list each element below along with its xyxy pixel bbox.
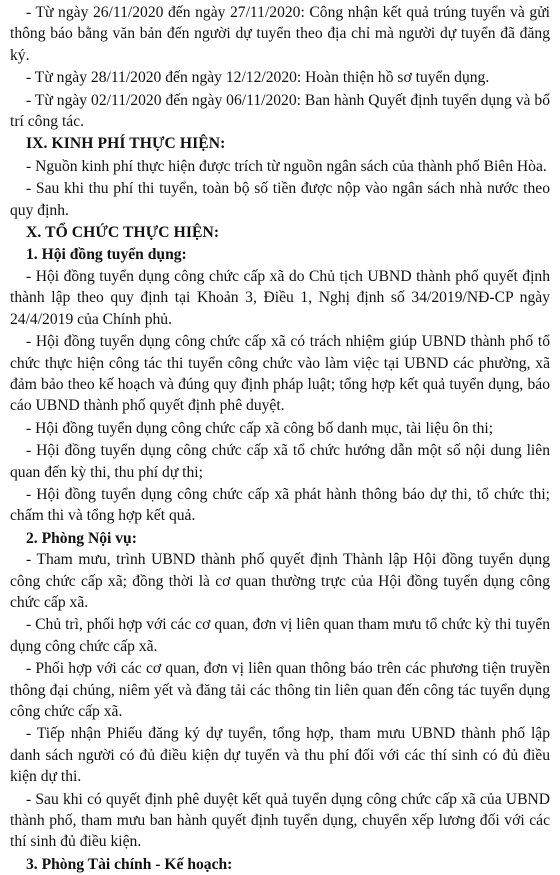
paragraph-fee-submission: - Sau khi thu phí thi tuyển, toàn bộ số tiền được nộp vào ngân sách nhà nước theo quy định. [10, 180, 550, 219]
paragraph-funding-source: - Nguồn kinh phí thực hiện được trích từ nguồn ngân sách của thành phố Biên Hòa. [26, 157, 547, 175]
paragraph-council-exam: - Hội đồng tuyển dụng công chức cấp xã phát hành thông báo dự thi, tổ chức thi; chấm thi và tổng hợp kết quả. [10, 485, 550, 525]
subheading-home-affairs: 2. Phòng Nội vụ: [26, 529, 137, 547]
paragraph-home-affairs-decision: - Sau khi có quyết định phê duyệt kết quả tuyển dụng công chức cấp xã của UBND thành phố, tham mưu ban hành quyết định tuyển dụng, chuyển xếp lương đối với các thí sinh đủ điều kiện. [10, 790, 550, 851]
section-heading-funding: IX. KINH PHÍ THỰC HIỆN: [26, 135, 226, 153]
paragraph-council-materials: - Hội đồng tuyển dụng công chức cấp xã công bố danh mục, tài liệu ôn thi; [26, 419, 494, 437]
paragraph-results-recognition: - Từ ngày 26/11/2020 đến ngày 27/11/2020: Công nhận kết quả trúng tuyển và gửi thông báo bằng văn bản đến người dự tuyển theo địa chỉ mà người dự tuyển đã đăng ký. [10, 4, 550, 64]
paragraph-recruitment-decision: - Từ ngày 02/11/2020 đến ngày 06/11/2020: Ban hành Quyết định tuyển dụng và bố trí công tác. [10, 91, 550, 131]
subheading-recruitment-council: 1. Hội đồng tuyển dụng: [26, 246, 187, 264]
paragraph-home-affairs-announce: - Phối hợp với các cơ quan, đơn vị liên quan thông báo trên các phương tiện truyền thông đại chúng, niêm yết và đăng tải các thông tin liên quan đến công tác tuyển dụng công chức cấp xã. [10, 660, 550, 720]
section-heading-implementation: X. TỔ CHỨC THỰC HIỆN: [26, 224, 220, 242]
subheading-finance-planning: 3. Phòng Tài chính - Kế hoạch: [26, 855, 233, 873]
paragraph-council-responsibility: - Hội đồng tuyển dụng công chức cấp xã có trách nhiệm giúp UBND thành phố tổ chức thực hiện công tác thi tuyển công chức vào làm việc tại UBND các phường, xã đảm bảo theo kế hoạch và đúng quy định pháp luật; tổng hợp kết quả tuyển dụng, báo cáo UBND thành phố quyết định phê duyệt. [10, 333, 550, 415]
paragraph-council-establishment: - Hội đồng tuyển dụng công chức cấp xã do Chủ tịch UBND thành phố quyết định thành lập theo quy định tại Khoản 3, Điều 1, Nghị định số 34/2019/NĐ-CP ngày 24/4/2019 của Chính phủ. [10, 267, 550, 328]
paragraph-home-affairs-registration: - Tiếp nhận Phiếu đăng ký dự tuyển, tổng hợp, tham mưu UBND thành phố lập danh sách người có đủ điều kiện dự tuyển và thu phí đối với các thí sinh có đủ điều kiện dự thi. [10, 725, 550, 786]
paragraph-home-affairs-coordinate: - Chủ trì, phối hợp với các cơ quan, đơn vị liên quan tham mưu tổ chức kỳ thi tuyển dụng công chức cấp xã. [10, 616, 550, 655]
paragraph-dossier-completion: - Từ ngày 28/11/2020 đến ngày 12/12/2020: Hoàn thiện hồ sơ tuyển dụng. [26, 69, 490, 87]
paragraph-council-guidance: - Hội đồng tuyển dụng công chức cấp xã tổ chức hướng dẫn một số nội dung liên quan đến kỳ thi, thu phí dự thi; [10, 442, 550, 481]
paragraph-home-affairs-advise: - Tham mưu, trình UBND thành phố quyết định Thành lập Hội đồng tuyển dụng công chức cấp xã; đồng thời là cơ quan thường trực của Hội đồng tuyển dụng công chức cấp xã. [10, 551, 550, 611]
